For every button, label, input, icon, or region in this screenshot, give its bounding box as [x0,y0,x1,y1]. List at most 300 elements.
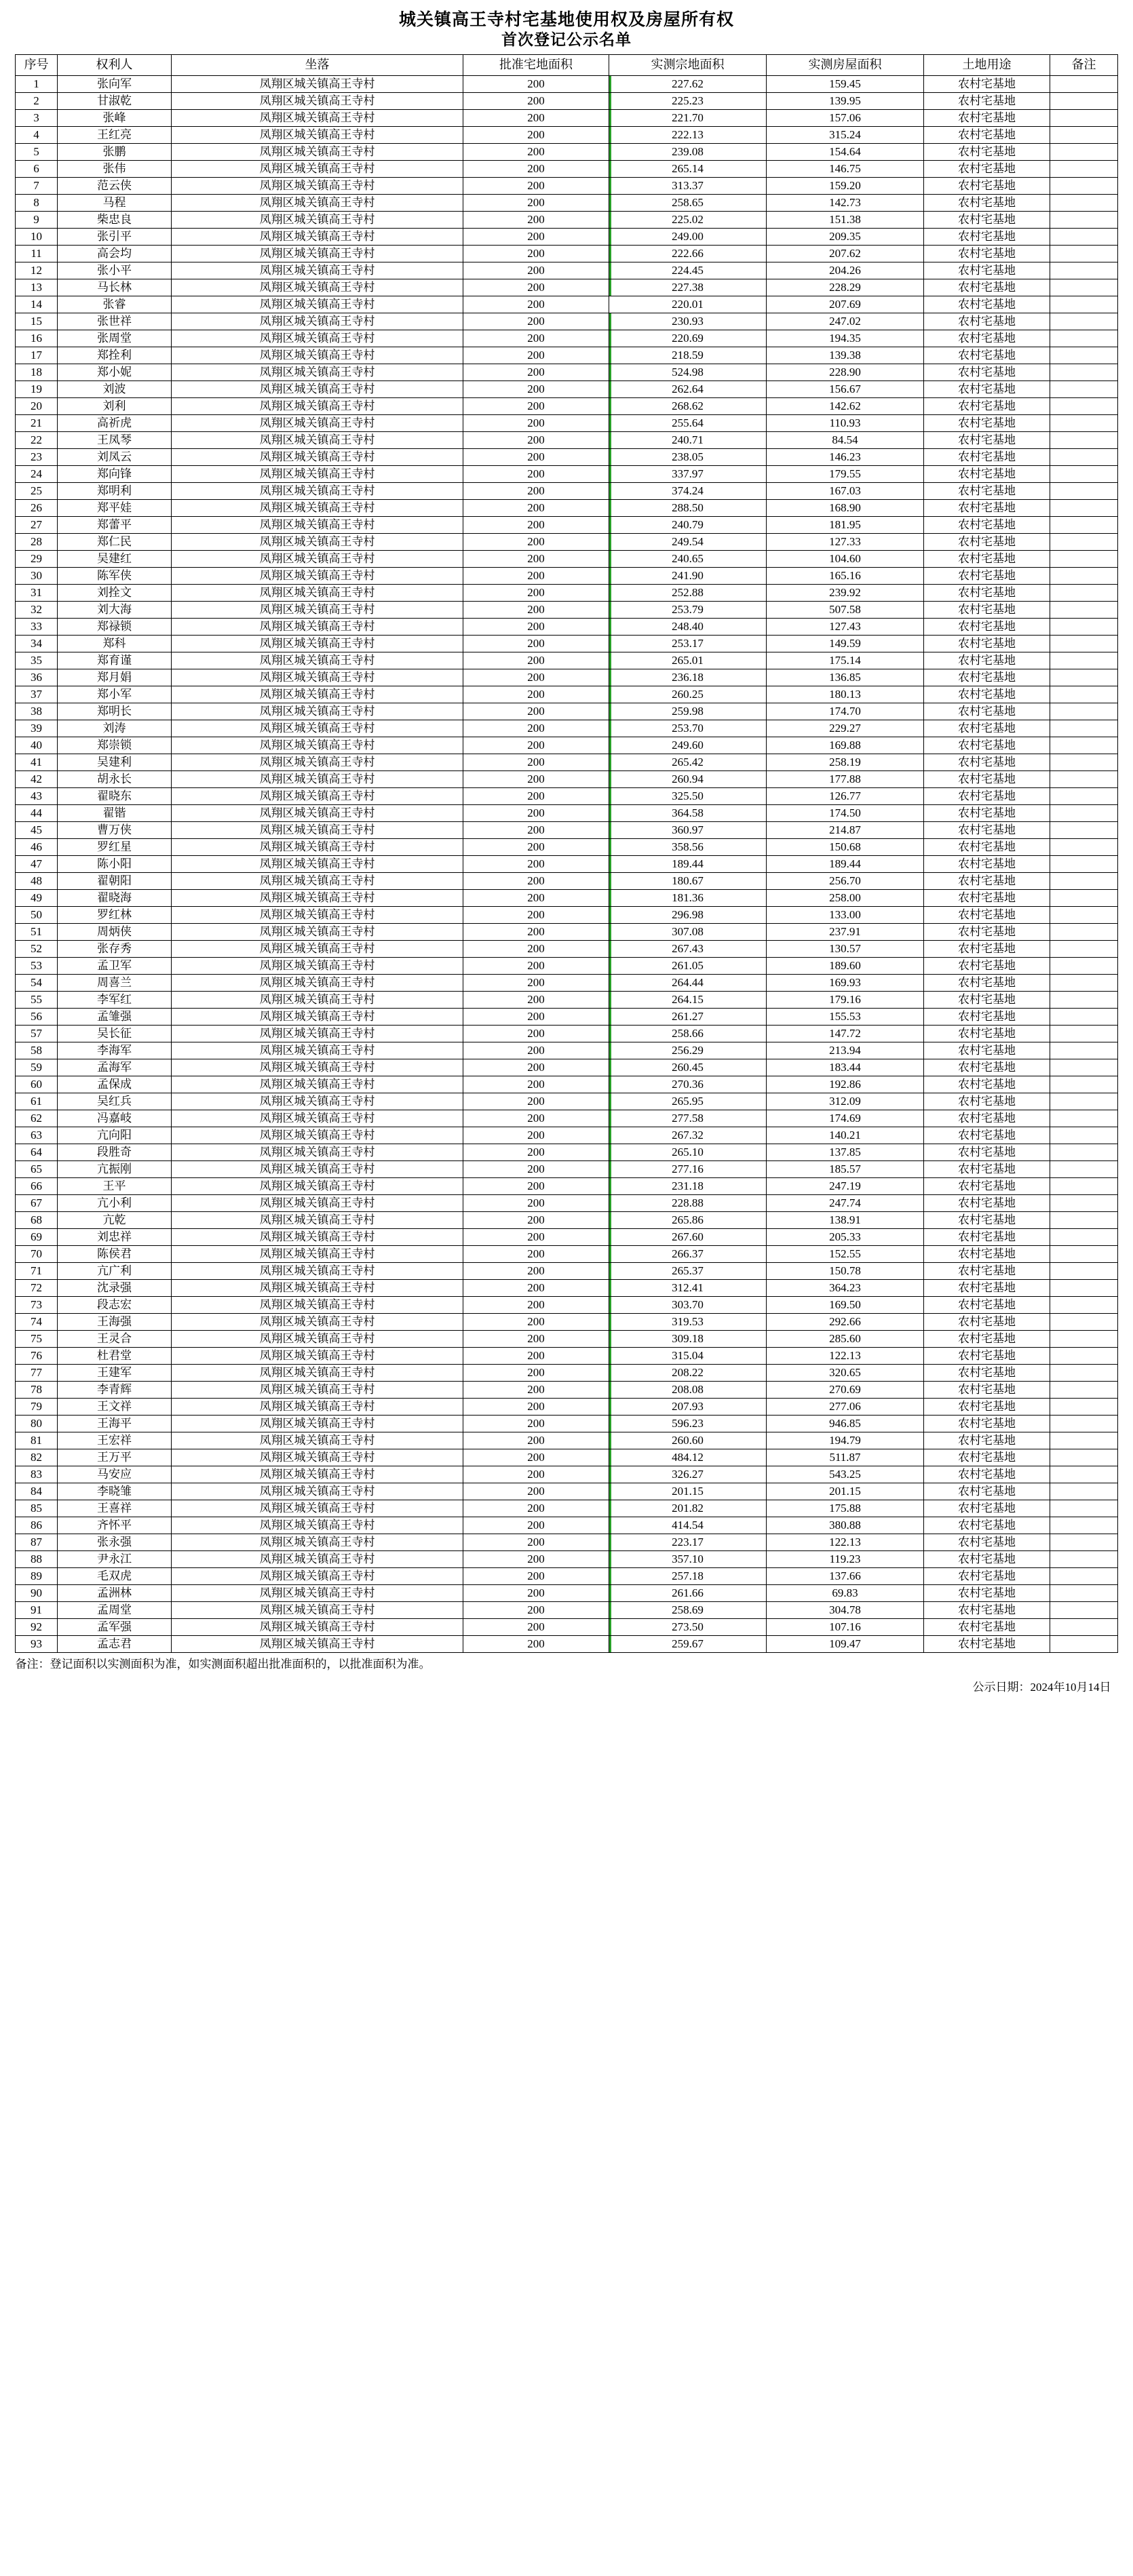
cell-land-use: 农村宅基地 [924,432,1050,449]
cell-measured-land-area: 265.42 [609,754,767,771]
cell-index: 93 [16,1636,58,1653]
cell-approved-area: 200 [463,1229,609,1246]
cell-land-use: 农村宅基地 [924,720,1050,737]
cell-measured-house-area: 320.65 [767,1365,924,1382]
cell-land-use: 农村宅基地 [924,449,1050,466]
cell-location: 凤翔区城关镇高王寺村 [172,1144,463,1161]
cell-remark [1050,788,1118,805]
cell-measured-land-area: 218.59 [609,347,767,364]
table-row [16,1534,1118,1551]
cell-measured-house-area: 110.93 [767,415,924,432]
cell-index: 80 [16,1416,58,1432]
cell-owner: 陈小阳 [58,856,172,873]
cell-owner: 王海强 [58,1314,172,1331]
cell-location: 凤翔区城关镇高王寺村 [172,992,463,1009]
cell-location: 凤翔区城关镇高王寺村 [172,1585,463,1602]
cell-measured-land-area: 240.71 [609,432,767,449]
cell-location: 凤翔区城关镇高王寺村 [172,636,463,652]
cell-remark [1050,585,1118,602]
cell-measured-house-area: 258.00 [767,890,924,907]
cell-index: 9 [16,212,58,229]
table-row [16,1619,1118,1636]
cell-remark [1050,1093,1118,1110]
cell-measured-house-area: 119.23 [767,1551,924,1568]
cell-land-use: 农村宅基地 [924,924,1050,941]
cell-land-use: 农村宅基地 [924,313,1050,330]
cell-owner: 张存秀 [58,941,172,958]
cell-measured-house-area: 214.87 [767,822,924,839]
cell-measured-land-area: 337.97 [609,466,767,483]
cell-measured-land-area: 267.43 [609,941,767,958]
cell-location: 凤翔区城关镇高王寺村 [172,1161,463,1178]
cell-measured-land-area: 259.98 [609,703,767,720]
cell-remark [1050,839,1118,856]
cell-location: 凤翔区城关镇高王寺村 [172,788,463,805]
cell-approved-area: 200 [463,1178,609,1195]
cell-measured-house-area: 127.43 [767,619,924,636]
cell-measured-house-area: 247.19 [767,1178,924,1195]
cell-approved-area: 200 [463,1331,609,1348]
cell-measured-house-area: 154.64 [767,144,924,161]
cell-remark [1050,1365,1118,1382]
cell-index: 4 [16,127,58,144]
cell-remark [1050,517,1118,534]
cell-owner: 柴忠良 [58,212,172,229]
cell-location: 凤翔区城关镇高王寺村 [172,313,463,330]
table-row [16,788,1118,805]
cell-owner: 周炳侠 [58,924,172,941]
cell-index: 18 [16,364,58,381]
cell-index: 88 [16,1551,58,1568]
cell-measured-house-area: 205.33 [767,1229,924,1246]
cell-land-use: 农村宅基地 [924,551,1050,568]
cell-remark [1050,1399,1118,1416]
cell-location: 凤翔区城关镇高王寺村 [172,1568,463,1585]
cell-land-use: 农村宅基地 [924,1449,1050,1466]
cell-remark [1050,890,1118,907]
cell-owner: 王文祥 [58,1399,172,1416]
cell-land-use: 农村宅基地 [924,958,1050,975]
table-row [16,1246,1118,1263]
cell-measured-land-area: 249.60 [609,737,767,754]
cell-owner: 王宏祥 [58,1432,172,1449]
cell-remark [1050,381,1118,398]
cell-location: 凤翔区城关镇高王寺村 [172,296,463,313]
cell-approved-area: 200 [463,1297,609,1314]
cell-approved-area: 200 [463,76,609,93]
table-row [16,1483,1118,1500]
cell-location: 凤翔区城关镇高王寺村 [172,1331,463,1348]
cell-remark [1050,1517,1118,1534]
cell-remark [1050,1483,1118,1500]
cell-index: 16 [16,330,58,347]
cell-index: 75 [16,1331,58,1348]
table-row [16,585,1118,602]
cell-approved-area: 200 [463,907,609,924]
cell-index: 8 [16,195,58,212]
table-row [16,669,1118,686]
cell-land-use: 农村宅基地 [924,737,1050,754]
cell-measured-house-area: 228.90 [767,364,924,381]
cell-index: 92 [16,1619,58,1636]
table-row [16,1059,1118,1076]
cell-measured-land-area: 257.18 [609,1568,767,1585]
cell-measured-land-area: 319.53 [609,1314,767,1331]
cell-measured-house-area: 207.62 [767,246,924,262]
table-row [16,1297,1118,1314]
cell-index: 27 [16,517,58,534]
cell-land-use: 农村宅基地 [924,1619,1050,1636]
table-row [16,229,1118,246]
cell-approved-area: 200 [463,195,609,212]
cell-approved-area: 200 [463,1059,609,1076]
cell-measured-house-area: 165.16 [767,568,924,585]
cell-measured-land-area: 273.50 [609,1619,767,1636]
cell-remark [1050,686,1118,703]
cell-measured-land-area: 261.66 [609,1585,767,1602]
table-row [16,771,1118,788]
cell-index: 72 [16,1280,58,1297]
cell-location: 凤翔区城关镇高王寺村 [172,720,463,737]
cell-measured-land-area: 265.37 [609,1263,767,1280]
cell-land-use: 农村宅基地 [924,381,1050,398]
cell-land-use: 农村宅基地 [924,127,1050,144]
cell-measured-house-area: 150.78 [767,1263,924,1280]
cell-owner: 郑育谨 [58,652,172,669]
cell-land-use: 农村宅基地 [924,619,1050,636]
cell-approved-area: 200 [463,1449,609,1466]
cell-measured-land-area: 255.64 [609,415,767,432]
cell-remark [1050,432,1118,449]
cell-land-use: 农村宅基地 [924,1517,1050,1534]
cell-measured-house-area: 304.78 [767,1602,924,1619]
cell-land-use: 农村宅基地 [924,1059,1050,1076]
cell-index: 82 [16,1449,58,1466]
cell-owner: 吴建利 [58,754,172,771]
cell-measured-land-area: 236.18 [609,669,767,686]
cell-approved-area: 200 [463,1534,609,1551]
column-header-approved-area: 批准宅地面积 [463,55,609,76]
cell-measured-land-area: 231.18 [609,1178,767,1195]
cell-measured-house-area: 130.57 [767,941,924,958]
cell-measured-house-area: 159.20 [767,178,924,195]
cell-measured-house-area: 169.88 [767,737,924,754]
cell-approved-area: 200 [463,703,609,720]
cell-land-use: 农村宅基地 [924,1568,1050,1585]
cell-location: 凤翔区城关镇高王寺村 [172,1246,463,1263]
cell-location: 凤翔区城关镇高王寺村 [172,703,463,720]
table-row [16,924,1118,941]
cell-land-use: 农村宅基地 [924,415,1050,432]
cell-owner: 吴红兵 [58,1093,172,1110]
column-header-measured-house-area: 实测房屋面积 [767,55,924,76]
cell-approved-area: 200 [463,720,609,737]
cell-location: 凤翔区城关镇高王寺村 [172,754,463,771]
cell-measured-land-area: 357.10 [609,1551,767,1568]
cell-measured-land-area: 249.00 [609,229,767,246]
cell-measured-land-area: 239.08 [609,144,767,161]
cell-approved-area: 200 [463,500,609,517]
cell-land-use: 农村宅基地 [924,1178,1050,1195]
cell-measured-house-area: 209.35 [767,229,924,246]
cell-measured-house-area: 122.13 [767,1348,924,1365]
cell-approved-area: 200 [463,432,609,449]
cell-measured-land-area: 256.29 [609,1042,767,1059]
cell-approved-area: 200 [463,1212,609,1229]
cell-measured-land-area: 220.01 [609,296,767,313]
cell-measured-land-area: 288.50 [609,500,767,517]
cell-measured-land-area: 524.98 [609,364,767,381]
table-row [16,364,1118,381]
cell-measured-house-area: 84.54 [767,432,924,449]
cell-location: 凤翔区城关镇高王寺村 [172,229,463,246]
cell-index: 41 [16,754,58,771]
cell-land-use: 农村宅基地 [924,822,1050,839]
table-row [16,1026,1118,1042]
cell-location: 凤翔区城关镇高王寺村 [172,195,463,212]
cell-location: 凤翔区城关镇高王寺村 [172,1263,463,1280]
cell-land-use: 农村宅基地 [924,941,1050,958]
cell-remark [1050,1212,1118,1229]
cell-land-use: 农村宅基地 [924,1551,1050,1568]
cell-index: 26 [16,500,58,517]
footer [16,1657,1118,1696]
cell-remark [1050,754,1118,771]
cell-owner: 亢向阳 [58,1127,172,1144]
cell-index: 81 [16,1432,58,1449]
cell-location: 凤翔区城关镇高王寺村 [172,1636,463,1653]
cell-location: 凤翔区城关镇高王寺村 [172,1212,463,1229]
cell-measured-land-area: 309.18 [609,1331,767,1348]
cell-land-use: 农村宅基地 [924,992,1050,1009]
cell-land-use: 农村宅基地 [924,805,1050,822]
table-row [16,652,1118,669]
cell-owner: 王海平 [58,1416,172,1432]
cell-location: 凤翔区城关镇高王寺村 [172,805,463,822]
cell-remark [1050,161,1118,178]
cell-approved-area: 200 [463,1042,609,1059]
cell-approved-area: 200 [463,534,609,551]
cell-land-use: 农村宅基地 [924,1042,1050,1059]
cell-location: 凤翔区城关镇高王寺村 [172,822,463,839]
cell-approved-area: 200 [463,941,609,958]
cell-index: 51 [16,924,58,941]
table-row [16,262,1118,279]
cell-remark [1050,737,1118,754]
table-row [16,1466,1118,1483]
cell-owner: 刘大海 [58,602,172,619]
cell-approved-area: 200 [463,1568,609,1585]
cell-location: 凤翔区城关镇高王寺村 [172,330,463,347]
cell-measured-land-area: 208.22 [609,1365,767,1382]
cell-remark [1050,720,1118,737]
cell-approved-area: 200 [463,161,609,178]
cell-approved-area: 200 [463,975,609,992]
table-row [16,636,1118,652]
cell-measured-land-area: 265.86 [609,1212,767,1229]
publish-date: 公示日期：2024年10月14日 [972,1681,1111,1694]
cell-measured-house-area: 133.00 [767,907,924,924]
cell-index: 5 [16,144,58,161]
cell-index: 74 [16,1314,58,1331]
cell-measured-house-area: 126.77 [767,788,924,805]
cell-measured-house-area: 168.90 [767,500,924,517]
cell-owner: 李青辉 [58,1382,172,1399]
cell-approved-area: 200 [463,313,609,330]
cell-remark [1050,347,1118,364]
cell-approved-area: 200 [463,1636,609,1653]
cell-owner: 王灵合 [58,1331,172,1348]
cell-land-use: 农村宅基地 [924,975,1050,992]
cell-remark [1050,1110,1118,1127]
cell-measured-house-area: 151.38 [767,212,924,229]
table-row [16,534,1118,551]
cell-owner: 孟保成 [58,1076,172,1093]
cell-index: 79 [16,1399,58,1416]
table-row [16,449,1118,466]
cell-land-use: 农村宅基地 [924,364,1050,381]
cell-remark [1050,1348,1118,1365]
cell-remark [1050,703,1118,720]
cell-owner: 郑向锋 [58,466,172,483]
cell-measured-house-area: 507.58 [767,602,924,619]
cell-remark [1050,975,1118,992]
cell-measured-house-area: 127.33 [767,534,924,551]
cell-approved-area: 200 [463,347,609,364]
cell-owner: 杜君堂 [58,1348,172,1365]
cell-measured-land-area: 596.23 [609,1416,767,1432]
cell-measured-land-area: 208.08 [609,1382,767,1399]
cell-measured-house-area: 174.70 [767,703,924,720]
cell-owner: 孟周堂 [58,1602,172,1619]
table-row [16,1517,1118,1534]
cell-index: 73 [16,1297,58,1314]
cell-owner: 张向军 [58,76,172,93]
cell-land-use: 农村宅基地 [924,1636,1050,1653]
cell-approved-area: 200 [463,110,609,127]
cell-land-use: 农村宅基地 [924,1297,1050,1314]
cell-location: 凤翔区城关镇高王寺村 [172,144,463,161]
cell-index: 91 [16,1602,58,1619]
cell-owner: 吴建红 [58,551,172,568]
cell-index: 77 [16,1365,58,1382]
cell-approved-area: 200 [463,1399,609,1416]
cell-location: 凤翔区城关镇高王寺村 [172,737,463,754]
cell-owner: 高会均 [58,246,172,262]
table-row [16,873,1118,890]
cell-measured-house-area: 140.21 [767,1127,924,1144]
cell-index: 64 [16,1144,58,1161]
cell-location: 凤翔区城关镇高王寺村 [172,262,463,279]
cell-approved-area: 200 [463,517,609,534]
cell-approved-area: 200 [463,398,609,415]
cell-location: 凤翔区城关镇高王寺村 [172,1382,463,1399]
cell-approved-area: 200 [463,178,609,195]
cell-land-use: 农村宅基地 [924,856,1050,873]
table-row [16,941,1118,958]
cell-remark [1050,1568,1118,1585]
cell-location: 凤翔区城关镇高王寺村 [172,551,463,568]
cell-approved-area: 200 [463,602,609,619]
table-row [16,1263,1118,1280]
cell-approved-area: 200 [463,364,609,381]
cell-approved-area: 200 [463,127,609,144]
cell-measured-house-area: 167.03 [767,483,924,500]
cell-index: 45 [16,822,58,839]
cell-index: 56 [16,1009,58,1026]
cell-location: 凤翔区城关镇高王寺村 [172,1466,463,1483]
cell-owner: 翟晓东 [58,788,172,805]
cell-remark [1050,1297,1118,1314]
cell-remark [1050,1161,1118,1178]
cell-measured-house-area: 277.06 [767,1399,924,1416]
cell-land-use: 农村宅基地 [924,483,1050,500]
cell-owner: 张鹏 [58,144,172,161]
cell-measured-house-area: 109.47 [767,1636,924,1653]
cell-index: 32 [16,602,58,619]
cell-remark [1050,551,1118,568]
cell-approved-area: 200 [463,1093,609,1110]
cell-remark [1050,1009,1118,1026]
cell-land-use: 农村宅基地 [924,1110,1050,1127]
table-row [16,110,1118,127]
cell-measured-land-area: 253.79 [609,602,767,619]
cell-land-use: 农村宅基地 [924,1348,1050,1365]
cell-measured-land-area: 228.88 [609,1195,767,1212]
cell-land-use: 农村宅基地 [924,1466,1050,1483]
cell-owner: 刘波 [58,381,172,398]
cell-approved-area: 200 [463,771,609,788]
cell-approved-area: 200 [463,619,609,636]
cell-owner: 孟军强 [58,1619,172,1636]
cell-owner: 马程 [58,195,172,212]
cell-land-use: 农村宅基地 [924,347,1050,364]
cell-owner: 马长林 [58,279,172,296]
cell-approved-area: 200 [463,1009,609,1026]
table-row [16,432,1118,449]
table-row [16,1399,1118,1416]
cell-remark [1050,1534,1118,1551]
cell-remark [1050,924,1118,941]
cell-measured-land-area: 358.56 [609,839,767,856]
cell-approved-area: 200 [463,1365,609,1382]
cell-land-use: 农村宅基地 [924,1263,1050,1280]
cell-index: 59 [16,1059,58,1076]
cell-land-use: 农村宅基地 [924,229,1050,246]
cell-location: 凤翔区城关镇高王寺村 [172,771,463,788]
cell-land-use: 农村宅基地 [924,1314,1050,1331]
cell-measured-house-area: 185.57 [767,1161,924,1178]
cell-measured-house-area: 138.91 [767,1212,924,1229]
table-row [16,161,1118,178]
cell-owner: 翟晓海 [58,890,172,907]
cell-location: 凤翔区城关镇高王寺村 [172,1127,463,1144]
cell-remark [1050,822,1118,839]
cell-index: 58 [16,1042,58,1059]
table-row [16,1602,1118,1619]
table-row [16,703,1118,720]
cell-index: 53 [16,958,58,975]
cell-land-use: 农村宅基地 [924,771,1050,788]
cell-land-use: 农村宅基地 [924,398,1050,415]
cell-measured-land-area: 240.65 [609,551,767,568]
cell-measured-land-area: 484.12 [609,1449,767,1466]
cell-owner: 毛双虎 [58,1568,172,1585]
cell-location: 凤翔区城关镇高王寺村 [172,602,463,619]
cell-approved-area: 200 [463,669,609,686]
cell-location: 凤翔区城关镇高王寺村 [172,1534,463,1551]
table-row [16,1551,1118,1568]
